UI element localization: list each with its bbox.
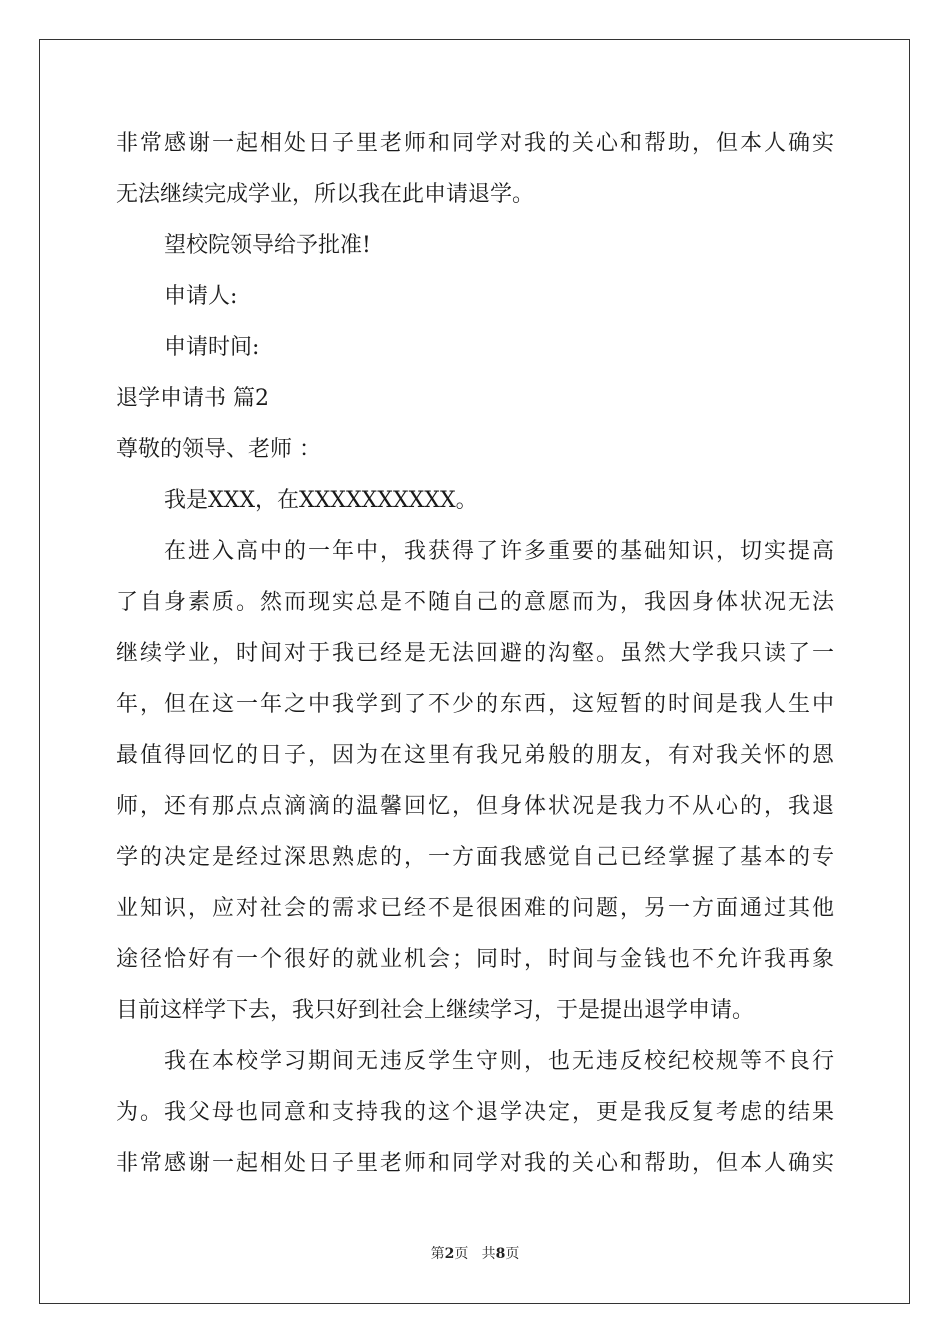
- body-line: 业知识，应对社会的需求已经不是很困难的问题，另一方面通过其他: [116, 896, 834, 921]
- body-line: 师，还有那点点滴滴的温馨回忆，但身体状况是我力不从心的，我退: [116, 794, 834, 819]
- applicant-label: 申请人:: [164, 284, 238, 309]
- body-line: 继续学业，时间对于我已经是无法回避的沟壑。虽然大学我只读了一: [116, 641, 834, 666]
- body-line: 最值得回忆的日子，因为在这里有我兄弟般的朋友，有对我关怀的恩: [116, 743, 834, 768]
- footer-prefix: 第: [430, 1246, 445, 1262]
- body-line: 途径恰好有一个很好的就业机会；同时，时间与金钱也不允许我再象: [116, 947, 834, 972]
- current-page-number: 2: [444, 1246, 455, 1262]
- body-line: 学的决定是经过深思熟虑的，一方面我感觉自己已经掌握了基本的专: [116, 845, 834, 870]
- approval-request-line: 望校院领导给予批准!: [164, 233, 371, 258]
- body-line: 我在本校学习期间无违反学生守则，也无违反校纪校规等不良行: [164, 1049, 834, 1074]
- body-line: 非常感谢一起相处日子里老师和同学对我的关心和帮助，但本人确实: [116, 1151, 834, 1176]
- body-line: 了自身素质。然而现实总是不随自己的意愿而为，我因身体状况无法: [116, 590, 834, 615]
- body-line: 非常感谢一起相处日子里老师和同学对我的关心和帮助，但本人确实: [116, 131, 834, 156]
- body-line: 在进入高中的一年中，我获得了许多重要的基础知识，切实提高: [164, 539, 834, 564]
- application-date-label: 申请时间:: [164, 335, 260, 360]
- body-line: 年，但在这一年之中我学到了不少的东西，这短暂的时间是我人生中: [116, 692, 834, 717]
- body-line: 为。我父母也同意和支持我的这个退学决定，更是我反复考虑的结果: [116, 1100, 834, 1125]
- footer-total-prefix: 共: [481, 1246, 496, 1262]
- body-line: 我是XXX，在XXXXXXXXXX。: [164, 488, 478, 513]
- salutation: 尊敬的领导、老师 ：: [116, 437, 321, 462]
- body-line: 无法继续完成学业，所以我在此申请退学。: [116, 182, 535, 207]
- total-pages-number: 8: [495, 1246, 506, 1262]
- page-footer: [0, 1244, 950, 1264]
- footer-page-suffix: 页: [454, 1246, 469, 1262]
- footer-total-suffix: 页: [505, 1246, 520, 1262]
- section-title: 退学申请书 篇2: [116, 386, 269, 411]
- body-line: 目前这样学下去，我只好到社会上继续学习，于是提出退学申请。: [116, 998, 755, 1023]
